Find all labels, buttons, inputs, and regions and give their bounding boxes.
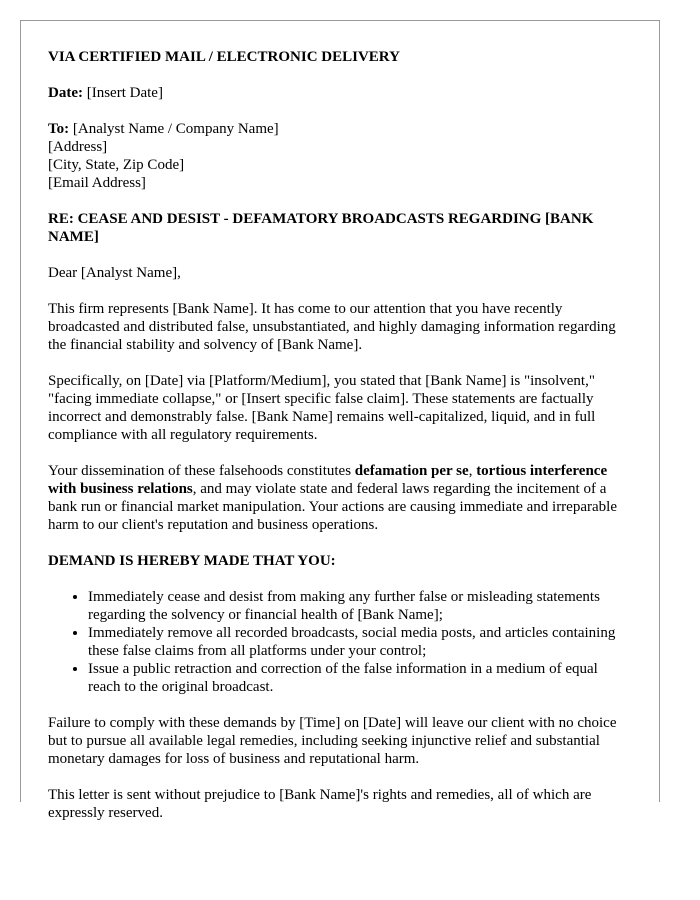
recipient-name: [Analyst Name / Company Name] xyxy=(69,121,279,137)
reservation-paragraph: This letter is sent without prejudice to [Bank Name]'s rights and remedies, all of which are expressly reserved. xyxy=(48,787,592,821)
date-line xyxy=(48,84,632,102)
recipient-email: [Email Address] xyxy=(48,175,146,191)
claims-suffix: , and may violate state and federal laws regarding the incitement of a bank run or financial market manipulation. Your actions are causing immediate and irreparable harm to our client's reputation and business operations. xyxy=(48,481,617,533)
claims-paragraph xyxy=(48,462,632,534)
recipient-name-line xyxy=(48,120,632,138)
recipient-city: [City, State, Zip Code] xyxy=(48,157,185,173)
claim-defamation: defamation per se xyxy=(354,463,469,479)
delivery-method-heading: VIA CERTIFIED MAIL / ELECTRONIC DELIVERY xyxy=(48,49,400,65)
claims-separator: , xyxy=(468,463,477,479)
specifics-paragraph: Specifically, on [Date] via [Platform/Medium], you stated that [Bank Name] is "insolvent," "facing immediate collapse," or [Insert specific false claim]. These statements are factually incorrect and demonstrably false. [Bank Name] remains well-capitalized, liquid, and in full compliance with all regulatory requirements. xyxy=(48,373,596,443)
intro-paragraph: This firm represents [Bank Name]. It has come to our attention that you have recently broadcasted and distributed false, unsubstantiated, and highly damaging information regarding the financial stability and solvency of [Bank Name]. xyxy=(48,301,616,353)
demand-item-remove: • Immediately remove all recorded broadcasts, social media posts, and articles containing these false claims from all platforms under your control; xyxy=(88,624,632,660)
demand-item-cease: • Immediately cease and desist from making any further false or misleading statements regarding the solvency or financial health of [Bank Name]; xyxy=(88,588,632,624)
failure-paragraph: Failure to comply with these demands by [Time] on [Date] will leave our client with no choice but to pursue all available legal remedies, including seeking injunctive relief and substantial monetary damages for loss of business and reputational harm. xyxy=(48,715,617,767)
salutation: Dear [Analyst Name], xyxy=(48,265,181,281)
recipient-label: To: xyxy=(48,121,70,137)
subject-heading: RE: CEASE AND DESIST - DEFAMATORY BROADCASTS REGARDING [BANK NAME] xyxy=(48,211,594,245)
demands-heading: DEMAND IS HEREBY MADE THAT YOU: xyxy=(48,553,336,569)
demand-item-retraction: • Issue a public retraction and correction of the false information in a medium of equal reach to the original broadcast. xyxy=(88,660,632,696)
claims-prefix: Your dissemination of these falsehoods constitutes xyxy=(48,463,355,479)
recipient-block xyxy=(48,120,632,192)
recipient-address: [Address] xyxy=(48,139,108,155)
demands-list xyxy=(48,588,632,696)
date-value: [Insert Date] xyxy=(82,85,163,101)
date-label: Date: xyxy=(48,85,83,101)
letter-page xyxy=(20,20,660,821)
claim-tortious-interference: tortious interference with business relations xyxy=(48,463,608,497)
